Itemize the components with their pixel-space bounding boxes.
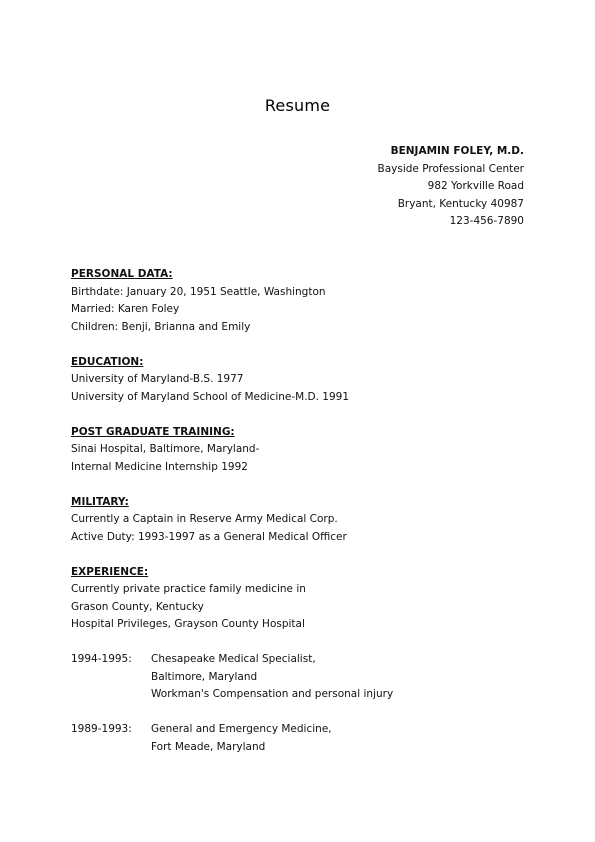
experience-details (151, 651, 531, 704)
experience-line: Baltimore, Maryland (151, 670, 258, 683)
section-line: Internal Medicine Internship 1992 (71, 460, 248, 473)
section-line: Grason County, Kentucky (71, 600, 204, 613)
section-line: Sinai Hospital, Baltimore, Maryland- (71, 443, 260, 455)
military-section (71, 494, 531, 547)
section-line: Active Duty: 1993-1997 as a General Medical Officer (71, 530, 347, 543)
experience-line: Workman's Compensation and personal injury (151, 688, 394, 700)
education-section (71, 354, 531, 407)
experience-line: Fort Meade, Maryland (151, 740, 266, 753)
section-heading: EDUCATION: (71, 355, 144, 368)
experience-line: Chesapeake Medical Specialist, (151, 653, 316, 665)
section-line: Married: Karen Foley (71, 303, 180, 315)
address-line: Bryant, Kentucky 40987 (397, 197, 524, 210)
section-heading: MILITARY: (71, 495, 129, 508)
address-line: 982 Yorkville Road (427, 180, 524, 192)
resume-body (71, 266, 531, 774)
contact-header (378, 143, 524, 231)
experience-dates: 1994-1995: (71, 653, 132, 665)
document-title: Resume (264, 96, 331, 115)
experience-details (151, 721, 531, 756)
experience-line: General and Emergency Medicine, (151, 723, 332, 735)
section-line: Children: Benji, Brianna and Emily (71, 320, 251, 333)
section-heading: EXPERIENCE: (71, 565, 149, 578)
post-graduate-section (71, 424, 531, 477)
section-line: Currently a Captain in Reserve Army Medical Corp. (71, 513, 338, 525)
section-line: University of Maryland-B.S. 1977 (71, 373, 244, 385)
experience-entry (71, 651, 531, 704)
section-line: Currently private practice family medicine in (71, 583, 306, 595)
section-heading: POST GRADUATE TRAINING: (71, 425, 235, 438)
section-line: Hospital Privileges, Grayson County Hospital (71, 618, 305, 630)
personal-data-section (71, 266, 531, 336)
phone-number: 123-456-7890 (449, 215, 524, 227)
experience-section (71, 564, 531, 634)
address-line: Bayside Professional Center (377, 162, 524, 175)
section-line: University of Maryland School of Medicine-M.D. 1991 (71, 390, 350, 403)
section-line: Birthdate: January 20, 1951 Seattle, Washington (71, 285, 326, 298)
section-heading: PERSONAL DATA: (71, 268, 173, 280)
experience-entry (71, 721, 531, 756)
experience-dates: 1989-1993: (71, 723, 132, 735)
doctor-name: BENJAMIN FOLEY, M.D. (390, 145, 524, 157)
